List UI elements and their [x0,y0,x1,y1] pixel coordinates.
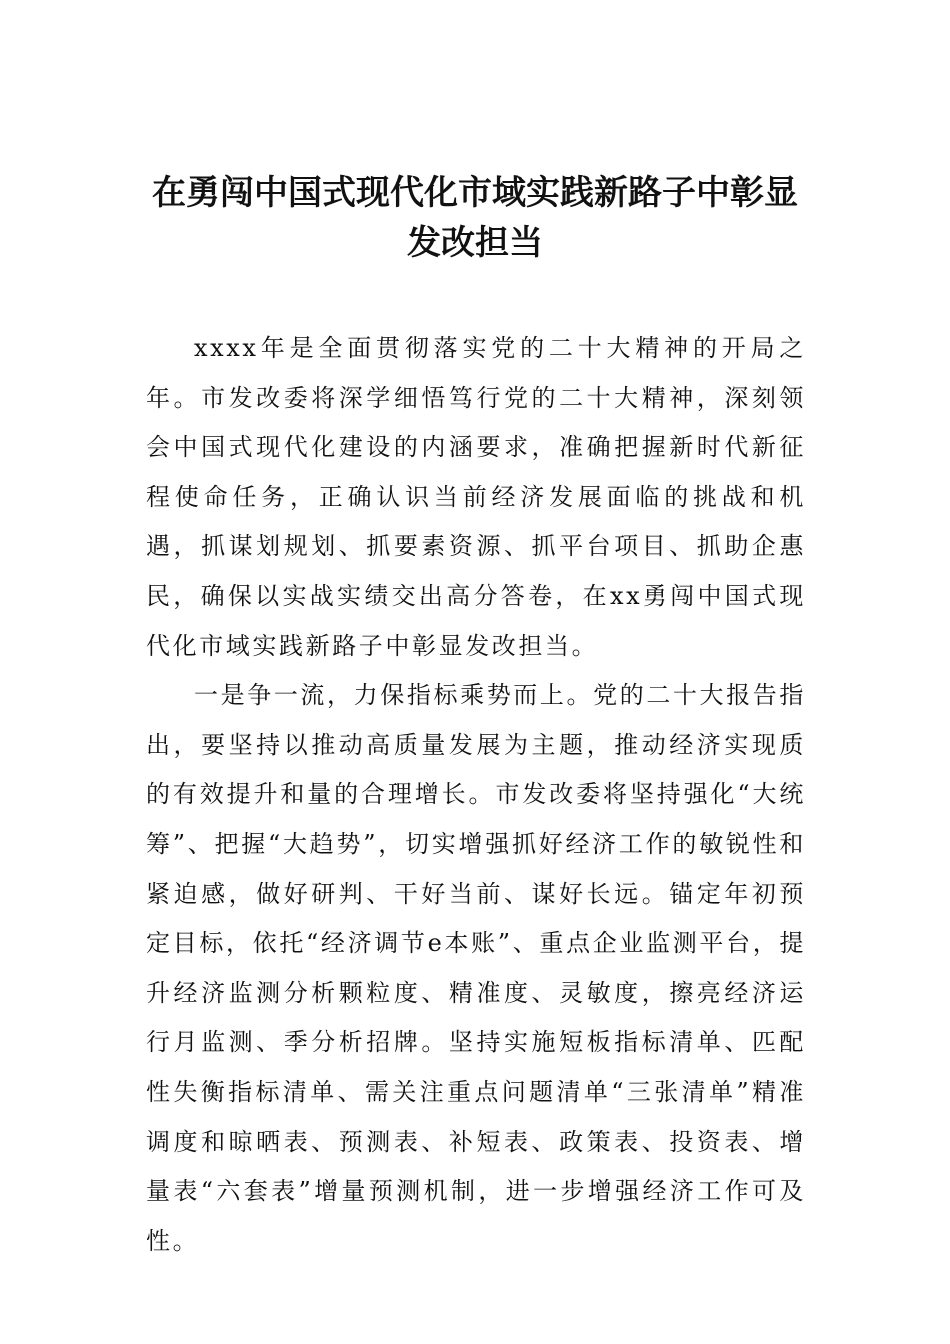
paragraph-first-point: 一是争一流，力保指标乘势而上。党的二十大报告指出，要坚持以推动高质量发展为主题，推动经济实现质的有效提升和量的合理增长。市发改委将坚持强化“大统筹”、把握“大趋势”，切实增强抓好经济工作的敏锐性和紧迫感，做好研判、干好当前、谋好长远。锚定年初预定目标，依托“经济调节e本账”、重点企业监测平台，提升经济监测分析颗粒度、精准度、灵敏度，擦亮经济运行月监测、季分析招牌。坚持实施短板指标清单、匹配性失衡指标清单、需关注重点问题清单“三张清单”精准调度和晾晒表、预测表、补短表、政策表、投资表、增量表“六套表”增量预测机制，进一步增强经济工作可及性。 [146,681,806,1255]
document-body [146,324,806,1266]
paragraph-intro: xxxx年是全面贯彻落实党的二十大精神的开局之年。市发改委将深学细悟笃行党的二十大精神，深刻领会中国式现代化建设的内涵要求，准确把握新时代新征程使命任务，正确认识当前经济发展面临的挑战和机遇，抓谋划规划、抓要素资源、抓平台项目、抓助企惠民，确保以实战实绩交出高分答卷，在xx勇闯中国式现代化市域实践新路子中彰显发改担当。 [146,334,806,660]
document-title: 在勇闯中国式现代化市域实践新路子中彰显发改担当 [152,173,798,263]
